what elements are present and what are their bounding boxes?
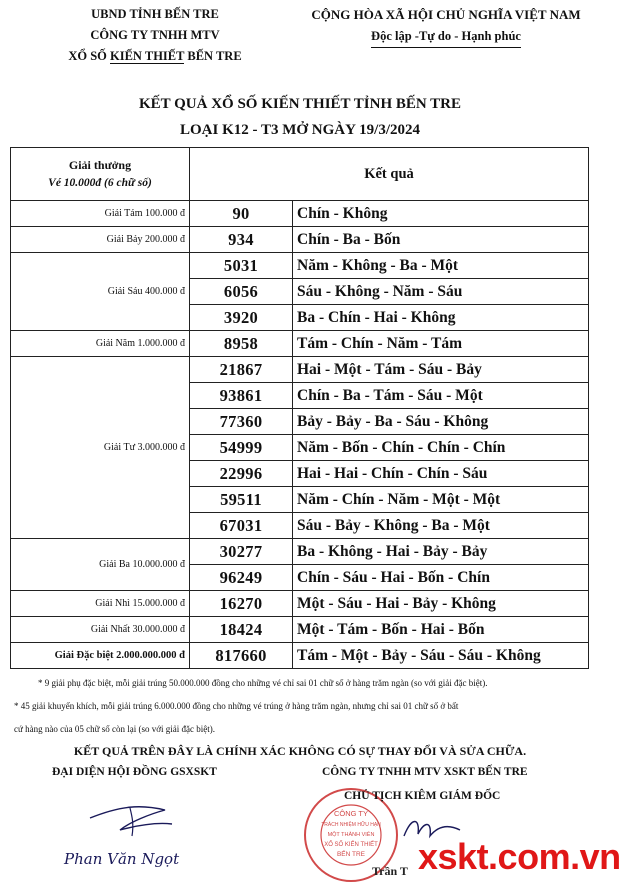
stamp-line-2: TRÁCH NHIỆM HỮU HẠN bbox=[321, 822, 381, 828]
header-left bbox=[40, 4, 270, 67]
number-in-words: Bảy - Bảy - Ba - Sáu - Không bbox=[293, 409, 589, 435]
number-in-words: Ba - Chín - Hai - Không bbox=[293, 305, 589, 331]
table-row bbox=[11, 643, 589, 669]
nation-name: CỘNG HÒA XÃ HỘI CHỦ NGHĨA VIỆT NAM bbox=[311, 7, 581, 22]
company-name: XỔ SỐ KIẾN THIẾT BẾN TRE bbox=[68, 49, 242, 63]
winning-number: 5031 bbox=[190, 253, 293, 279]
number-in-words: Tám - Một - Bảy - Sáu - Sáu - Không bbox=[293, 643, 589, 669]
table-header-row bbox=[11, 148, 589, 201]
province-committee: UBND TỈNH BẾN TRE bbox=[91, 7, 219, 21]
council-signature-name: Phan Văn Ngọt bbox=[64, 850, 180, 868]
winning-number: 77360 bbox=[190, 409, 293, 435]
number-in-words: Năm - Không - Ba - Một bbox=[293, 253, 589, 279]
page-title: KẾT QUẢ XỔ SỐ KIẾN THIẾT TỈNH BẾN TRE bbox=[138, 96, 462, 112]
winning-number: 30277 bbox=[190, 539, 293, 565]
number-in-words: Sáu - Không - Năm - Sáu bbox=[293, 279, 589, 305]
table-row bbox=[11, 201, 589, 227]
winning-number: 8958 bbox=[190, 331, 293, 357]
number-in-words: Chín - Ba - Tám - Sáu - Một bbox=[293, 383, 589, 409]
site-watermark: xskt.com.vn bbox=[418, 836, 621, 877]
note-encouragement-cont: cứ hàng nào của 05 chữ số còn lại (so với giải đặc biệt). bbox=[14, 724, 215, 734]
number-in-words: Chín - Không bbox=[293, 201, 589, 227]
company-sign-title: CÔNG TY TNHH MTV XSKT BẾN TRE bbox=[322, 766, 528, 778]
stamp-line-1: CÔNG TY bbox=[333, 809, 369, 818]
prize-label: Giải Tư 3.000.000 đ bbox=[11, 357, 190, 539]
number-in-words: Chín - Sáu - Hai - Bốn - Chín bbox=[293, 565, 589, 591]
company-sign-role: CHỦ TỊCH KIÊM GIÁM ĐỐC bbox=[344, 790, 501, 802]
winning-number: 67031 bbox=[190, 513, 293, 539]
number-in-words: Chín - Ba - Bốn bbox=[293, 227, 589, 253]
table-row bbox=[11, 591, 589, 617]
number-in-words: Năm - Chín - Năm - Một - Một bbox=[293, 487, 589, 513]
number-in-words: Sáu - Bảy - Không - Ba - Một bbox=[293, 513, 589, 539]
table-row bbox=[11, 617, 589, 643]
winning-number: 54999 bbox=[190, 435, 293, 461]
director-name: Trần T bbox=[372, 864, 408, 878]
number-in-words: Ba - Không - Hai - Bảy - Bảy bbox=[293, 539, 589, 565]
winning-number: 6056 bbox=[190, 279, 293, 305]
header-right bbox=[298, 4, 594, 48]
table-row bbox=[11, 253, 589, 279]
table-row bbox=[11, 331, 589, 357]
prize-label: Giải Nhất 30.000.000 đ bbox=[11, 617, 190, 643]
number-in-words: Năm - Bốn - Chín - Chín - Chín bbox=[293, 435, 589, 461]
winning-number: 96249 bbox=[190, 565, 293, 591]
results-table bbox=[10, 147, 589, 669]
prize-label: Giải Năm 1.000.000 đ bbox=[11, 331, 190, 357]
table-row bbox=[11, 357, 589, 383]
number-in-words: Một - Tám - Bốn - Hai - Bốn bbox=[293, 617, 589, 643]
winning-number: 90 bbox=[190, 201, 293, 227]
table-row bbox=[11, 227, 589, 253]
draw-info: LOẠI K12 - T3 MỞ NGÀY 19/3/2024 bbox=[179, 122, 420, 138]
prize-label: Giải Bảy 200.000 đ bbox=[11, 227, 190, 253]
winning-number: 22996 bbox=[190, 461, 293, 487]
winning-number: 817660 bbox=[190, 643, 293, 669]
winning-number: 93861 bbox=[190, 383, 293, 409]
stamp-line-4: XỔ SỐ KIẾN THIẾT bbox=[324, 842, 378, 848]
stamp-line-5: BẾN TRE bbox=[336, 851, 366, 858]
winning-number: 21867 bbox=[190, 357, 293, 383]
prize-label: Giải Nhì 15.000.000 đ bbox=[11, 591, 190, 617]
winning-number: 18424 bbox=[190, 617, 293, 643]
council-signature bbox=[60, 796, 230, 876]
prize-label: Giải Tám 100.000 đ bbox=[11, 201, 190, 227]
number-in-words: Hai - Hai - Chín - Chín - Sáu bbox=[293, 461, 589, 487]
prize-column-header: Giải thưởng Vé 10.000đ (6 chữ số) bbox=[11, 148, 190, 201]
number-in-words: Một - Sáu - Hai - Bảy - Không bbox=[293, 591, 589, 617]
note-special-consolation: * 9 giải phụ đặc biệt, mỗi giải trúng 50.000.000 đồng cho những vé chỉ sai 01 chữ số ở hàng trăm ngàn (so với giải đặc biệt). bbox=[38, 678, 488, 688]
table-row bbox=[11, 539, 589, 565]
result-column-header: Kết quả bbox=[190, 148, 589, 201]
stamp-line-3: MỘT THÀNH VIÊN bbox=[327, 832, 375, 838]
note-encouragement: * 45 giải khuyến khích, mỗi giải trúng 6.000.000 đồng cho những vé trúng ở hàng trăm ngàn, nhưng chỉ sai 01 chữ số ở bất bbox=[14, 701, 459, 711]
number-in-words: Tám - Chín - Năm - Tám bbox=[293, 331, 589, 357]
winning-number: 16270 bbox=[190, 591, 293, 617]
company-type: CÔNG TY TNHH MTV bbox=[90, 28, 220, 42]
winning-number: 3920 bbox=[190, 305, 293, 331]
prize-label: Giải Sáu 400.000 đ bbox=[11, 253, 190, 331]
winning-number: 59511 bbox=[190, 487, 293, 513]
confirmation-statement: KẾT QUẢ TRÊN ĐÂY LÀ CHÍNH XÁC KHÔNG CÓ SỰ THAY ĐỔI VÀ SỬA CHỮA. bbox=[73, 744, 527, 758]
national-motto: Độc lập -Tự do - Hạnh phúc bbox=[371, 25, 521, 48]
prize-label: Giải Ba 10.000.000 đ bbox=[11, 539, 190, 591]
winning-number: 934 bbox=[190, 227, 293, 253]
supervisory-council-title: ĐẠI DIỆN HỘI ĐỒNG GSXSKT bbox=[52, 766, 217, 778]
number-in-words: Hai - Một - Tám - Sáu - Bảy bbox=[293, 357, 589, 383]
prize-label: Giải Đặc biệt 2.000.000.000 đ bbox=[11, 643, 190, 669]
